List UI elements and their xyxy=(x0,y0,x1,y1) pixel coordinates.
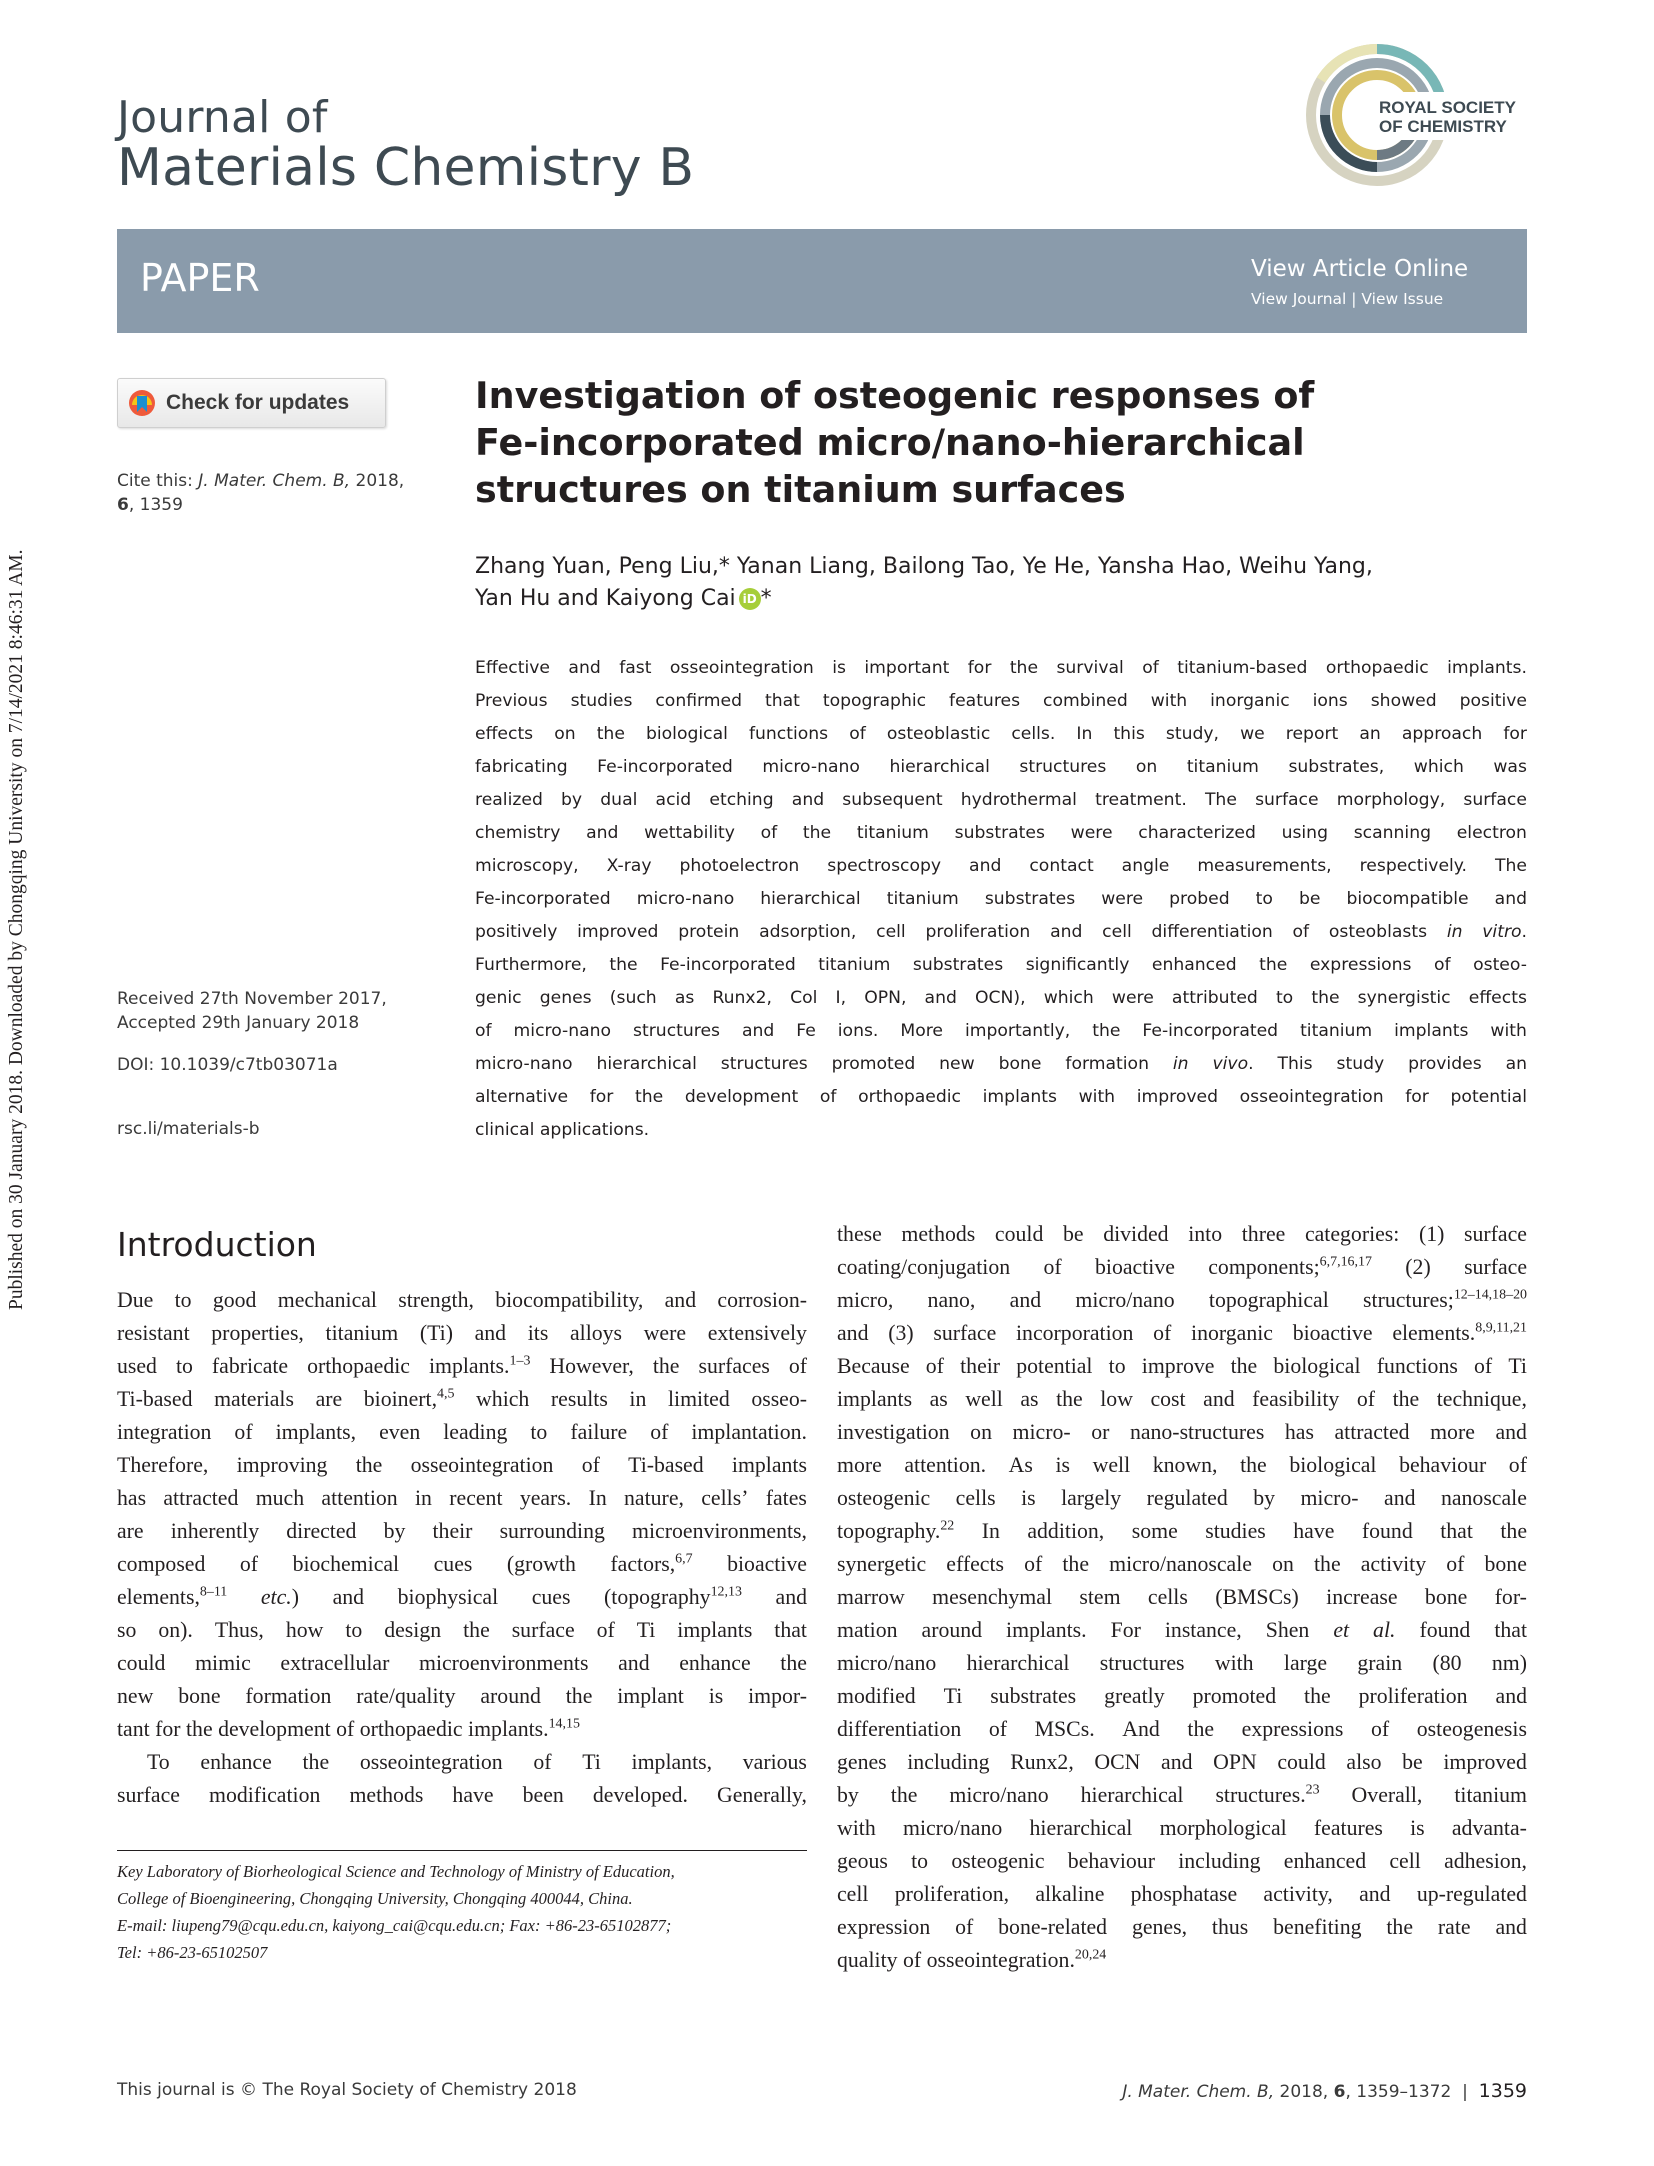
footer-copyright: This journal is © The Royal Society of Chemistry 2018 xyxy=(117,2080,577,2100)
logo-text-line2: OF CHEMISTRY xyxy=(1379,117,1507,136)
check-for-updates-label: Check for updates xyxy=(166,391,350,414)
view-article-online-link[interactable]: View Article Online xyxy=(1251,256,1469,282)
body-column-left: Due to good mechanical strength, biocompatibility, and corrosion- resistant properties, titanium (Ti) and its alloys were extensively used to fabricate orthopaedic implants.$^{1-3}$ However, the surfaces of Ti-based materials are bioinert,$^{4,5}$ which results in limited osseo- integration of implants, even leading to failure of implantation. Therefore, improving the osseointegration of Ti-based implants has attracted much attention in recent years. In nature, cells’ fates are inherently directed by their surrounding microenvironments, composed of biochemical cues (growth factors,$^{6,7}$ bioactive elements,$^{8-11}$ etc.) and biophysical cues (topography$^{12,13}$ and so on). Thus, how to design the surface of Ti implants that could mimic extracellular microenvironments and enhance the new bone formation rate/quality around the implant is impor- tant for the development of orthopaedic implants.$^{14,15}$ To enhance the osseointegration of Ti implants, various surface modification methods have been developed. Generally, xyxy=(117,1288,808,1807)
doi[interactable]: DOI: 10.1039/c7tb03071a xyxy=(117,1055,338,1075)
rsc-logo xyxy=(1305,40,1545,190)
journal-title-line1: Journal of xyxy=(117,92,328,143)
received-date: Received 27th November 2017, xyxy=(117,989,387,1009)
accepted-date: Accepted 29th January 2018 xyxy=(117,1013,360,1033)
journal-title-line2: Materials Chemistry B xyxy=(117,138,695,198)
bookmark-ribbon-icon xyxy=(128,389,156,417)
author-list: Zhang Yuan, Peng Liu,* Yanan Liang, Bailong Tao, Ye He, Yansha Hao, Weihu Yang, Yan Hu and Kaiyong Cai iD * xyxy=(475,554,1373,611)
affiliation-footnote: Key Laboratory of Biorheological Science and Technology of Ministry of Education, College of Bioengineering, Chongqing University, Chongqing 400044, China. E-mail: liupeng79@cqu.edu.cn, kaiyong_cai@cqu.edu.cn; Fax: +86-23-65102877; Tel: +86-23-65102507 xyxy=(117,1862,675,1962)
abstract: Effective and fast osseointegration is important for the survival of titanium-based orthopaedic implants. Previous studies confirmed that topographic features combined with inorganic ions showed positive effects on the biological functions of osteoblastic cells. In this study, we report an approach for fabricating Fe-incorporated micro-nano hierarchical structures on titanium substrates, which was realized by dual acid etching and subsequent hydrothermal treatment. The surface morphology, surface chemistry and wettability of the titanium substrates were characterized using scanning electron microscopy, X-ray photoelectron spectroscopy and contact angle measurements, respectively. The Fe-incorporated micro-nano hierarchical titanium substrates were probed to be biocompatible and positively improved protein adsorption, cell proliferation and cell differentiation of osteoblasts in vitro. Furthermore, the Fe-incorporated titanium substrates significantly enhanced the expressions of osteo- genic genes (such as Runx2, Col I, OPN, and OCN), which were attributed to the synergistic effects of micro-nano structures and Fe ions. More importantly, the Fe-incorporated titanium implants with micro-nano hierarchical structures promoted new bone formation in vivo. This study provides an alternative for the development of orthopaedic implants with improved osseointegration for potential clinical applications. xyxy=(475,658,1527,1140)
orcid-icon[interactable]: iD xyxy=(739,588,761,610)
article-title: Investigation of osteogenic responses of Fe-incorporated micro/nano-hierarchical structures on titanium surfaces xyxy=(475,374,1315,511)
article-type-label: PAPER xyxy=(140,256,260,300)
footnote-divider xyxy=(117,1850,807,1851)
logo-text-line1: ROYAL SOCIETY xyxy=(1379,98,1516,117)
page-number: 1359 xyxy=(1478,2080,1527,2102)
footer-citation: J. Mater. Chem. B, 2018, 6, 1359–1372 | 1359 xyxy=(1122,2080,1527,2102)
journal-title xyxy=(117,92,695,198)
journal-site-link[interactable]: rsc.li/materials-b xyxy=(117,1119,260,1139)
body-column-right: these methods could be divided into three categories: (1) surface coating/conjugation of bioactive components;$^{6,7,16,17}$ (2) surface micro, nano, and micro/nano topographical structures;$^{12-14,18-20}$ and (3) surface incorporation of inorganic bioactive elements.$^{8,9,11,21}$ Because of their potential to improve the biological functions of Ti implants as well as the low cost and feasibility of the technique, investigation on micro- or nano-structures has attracted more and more attention. As is well known, the biological behaviour of osteogenic cells is largely regulated by micro- and nanoscale topography.$^{22}$ In addition, some studies have found that the synergetic effects of the micro/nanoscale on the activity of bone marrow mesenchymal stem cells (BMSCs) increase bone for- mation around implants. For instance, Shen et al. found that micro/nano hierarchical structures with large grain (80 nm) modified Ti substrates greatly promoted the proliferation and differentiation of MSCs. And the expressions of osteogenesis genes including Runx2, OCN and OPN could also be improved by the micro/nano hierarchical structures.$^{23}$ Overall, titanium with micro/nano hierarchical morphological features is advanta- geous to osteogenic behaviour including enhanced cell adhesion, cell proliferation, alkaline phosphatase activity, and up-regulated expression of bone-related genes, thus benefiting the rate and quality of osseointegration.$^{20,24}$ xyxy=(837,1222,1528,1972)
check-for-updates-button[interactable] xyxy=(117,378,386,428)
cite-this: Cite this: J. Mater. Chem. B, 2018, 6, 1359 xyxy=(117,471,405,515)
view-journal-issue-links[interactable]: View Journal | View Issue xyxy=(1251,290,1444,308)
section-heading-introduction: Introduction xyxy=(117,1225,317,1264)
